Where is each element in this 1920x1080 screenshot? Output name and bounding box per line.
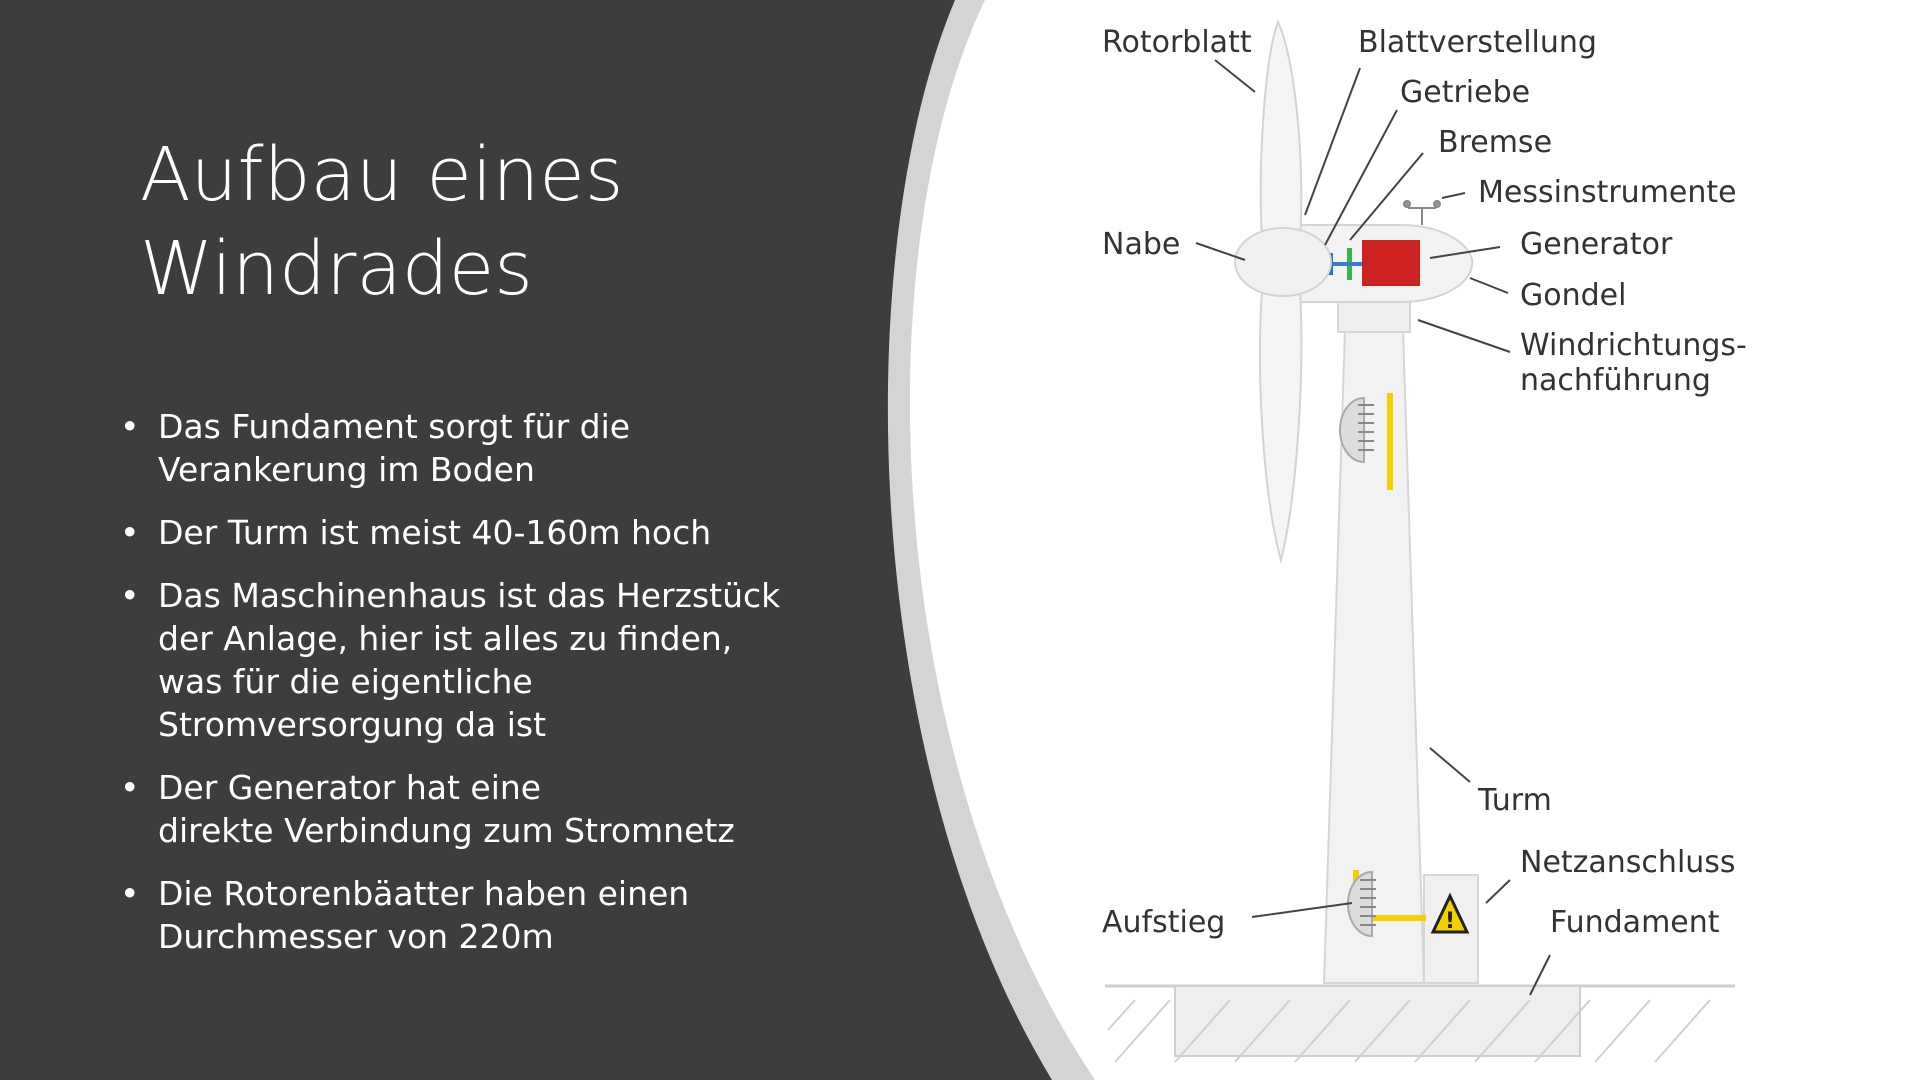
rotor-blade-lower [1260, 290, 1301, 560]
bullet-line: • Das Maschinenhaus ist das Herzstück [158, 576, 781, 615]
leader-windrichtung [1418, 320, 1510, 352]
bullet-line: direkte Verbindung zum Stromnetz [158, 811, 735, 850]
bullet-line: Verankerung im Boden [158, 450, 535, 489]
label-windrichtung-1: Windrichtungs- [1520, 328, 1747, 363]
label-netzanschluss: Netzanschluss [1520, 845, 1736, 880]
hub [1235, 228, 1331, 296]
label-generator: Generator [1520, 227, 1673, 262]
bullet-line: was für die eigentliche [158, 662, 533, 701]
label-windrichtung-2: nachführung [1520, 363, 1711, 398]
tower-top-collar [1338, 300, 1410, 332]
title-line-1: Aufbau eines [140, 132, 624, 218]
leader-rotorblatt [1215, 60, 1255, 92]
svg-text:!: ! [1444, 909, 1456, 934]
rotor-blade-upper [1261, 22, 1302, 238]
leader-netzanschluss [1486, 880, 1510, 903]
bullet-line: • Der Turm ist meist 40-160m hoch [158, 513, 712, 552]
tower [1324, 330, 1424, 983]
label-rotorblatt: Rotorblatt [1102, 25, 1252, 60]
label-getriebe: Getriebe [1400, 75, 1531, 110]
bullet-line: • Das Fundament sorgt für die [158, 407, 631, 446]
bullet-line: • Die Rotorenbäatter haben einen [158, 874, 690, 913]
label-turm: Turm [1478, 783, 1552, 818]
foundation-block [1175, 986, 1580, 1056]
generator-block [1362, 240, 1420, 286]
leader-messinstrumente [1442, 193, 1465, 198]
label-fundament: Fundament [1550, 905, 1720, 940]
leader-gondel [1470, 278, 1508, 293]
label-bremse: Bremse [1438, 125, 1553, 160]
measurement-instruments-icon [1404, 201, 1440, 225]
bullet-line: • Der Generator hat eine [158, 768, 542, 807]
label-aufstieg: Aufstieg [1102, 905, 1226, 940]
label-gondel: Gondel [1520, 278, 1627, 313]
label-messinstrumente: Messinstrumente [1478, 175, 1737, 210]
bullet-line: der Anlage, hier ist alles zu finden, [158, 619, 733, 658]
bullet-line: Durchmesser von 220m [158, 917, 554, 956]
bullet-line: Stromversorgung da ist [158, 705, 547, 744]
leader-turm [1430, 748, 1470, 782]
title-line-2: Windrades [140, 226, 533, 312]
label-blattverstellung: Blattverstellung [1358, 25, 1597, 60]
label-nabe: Nabe [1102, 227, 1181, 262]
